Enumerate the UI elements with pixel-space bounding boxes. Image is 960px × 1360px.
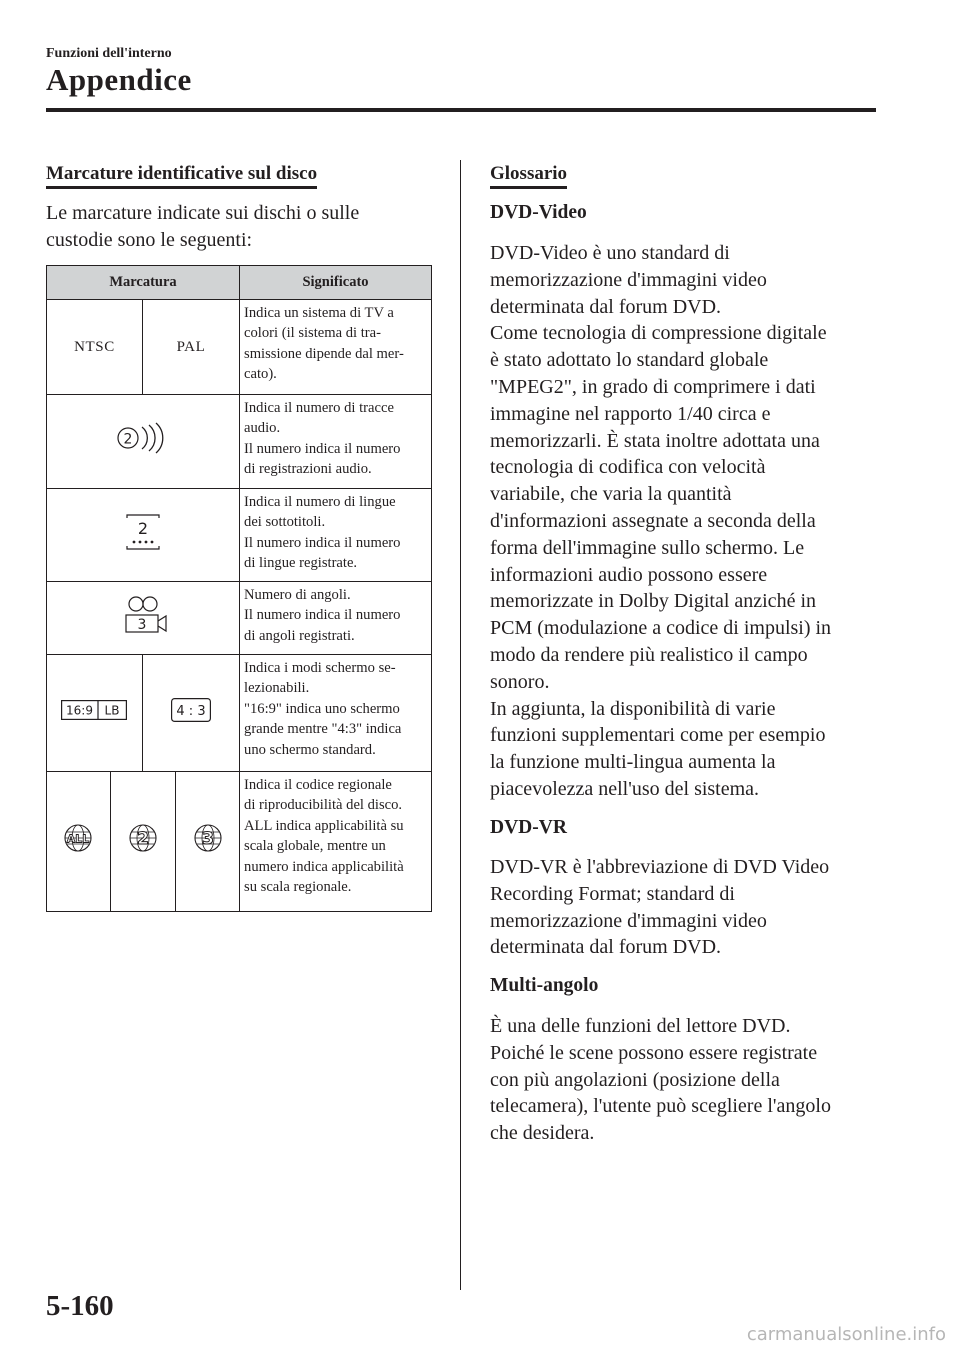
svg-text:3: 3: [137, 616, 147, 633]
footer-watermark: carmanualsonline.info: [746, 1324, 946, 1345]
desc-line: Indica il numero di tracce: [244, 400, 394, 416]
row-description: [240, 655, 432, 772]
glossary-heading: Glossario: [490, 163, 567, 189]
ntsc-label: NTSC: [47, 300, 143, 395]
table-row: [47, 772, 432, 912]
definition-multi-angolo: [490, 1013, 831, 1147]
row-description: [240, 300, 432, 395]
desc-line: di lingue registrate.: [244, 555, 358, 572]
camera-angle-icon: [47, 582, 240, 655]
definition-line: modo da rendere più realistico il campo: [490, 643, 808, 666]
definition-line: PCM (modulazione a codice di impulsi) in: [490, 617, 832, 640]
svg-text:16:9: 16:9: [66, 703, 94, 718]
desc-line: su scala regionale.: [244, 879, 352, 896]
table-row: [47, 582, 432, 655]
pal-label: PAL: [142, 300, 239, 395]
desc-line: ALL indica applicabilità su: [244, 817, 404, 834]
definition-line: determinata dal forum DVD.: [490, 936, 722, 959]
standard-screen-icon: [142, 655, 239, 772]
definition-line: Poiché le scene possono essere registrate: [490, 1041, 818, 1064]
svg-text:LB: LB: [105, 703, 120, 718]
definition-line: memorizzate in Dolby Digital anziché in: [490, 590, 816, 613]
definition-line: Come tecnologia di compressione digitale: [490, 322, 827, 345]
desc-line: cato).: [244, 366, 277, 383]
desc-line: scala globale, mentre un: [244, 838, 386, 855]
disc-markings-table: [46, 265, 432, 912]
svg-text:4 : 3: 4 : 3: [176, 703, 206, 719]
region-all-icon: [47, 772, 111, 912]
table-header-row: [47, 266, 432, 300]
definition-line: DVD-Video è uno standard di: [490, 242, 730, 264]
definition-line: informazioni audio possono essere: [490, 563, 768, 586]
page-number: 5-160: [46, 1290, 114, 1322]
desc-line: Il numero indica il numero: [244, 607, 401, 624]
table-row: [47, 300, 432, 395]
desc-line: Indica il numero di lingue: [244, 494, 396, 510]
column-divider: [460, 160, 461, 1290]
definition-line: funzioni supplementari come per esempio: [490, 724, 826, 747]
chapter-title: Appendice: [46, 62, 192, 97]
definition-dvd-vr: [490, 854, 829, 961]
svg-text:2: 2: [123, 431, 133, 448]
term-dvd-video: DVD-Video: [490, 202, 587, 223]
widescreen-icon: [47, 655, 143, 772]
desc-line: Indica i modi schermo se-: [244, 660, 396, 676]
column-header-meaning: Significato: [240, 266, 432, 300]
audio-tracks-icon: [47, 395, 240, 489]
definition-line: "MPEG2", in grado di comprimere i dati: [490, 375, 816, 398]
row-description: [240, 772, 432, 912]
markings-heading-wrap: [46, 163, 317, 189]
region-2-icon: [110, 772, 175, 912]
table-row: [47, 655, 432, 772]
desc-line: Indica un sistema di TV a: [244, 305, 394, 321]
header-rule: [46, 108, 876, 112]
definition-line: d'informazioni assegnate a seconda della: [490, 509, 816, 532]
definition-line: È una delle funzioni del lettore DVD.: [490, 1015, 791, 1037]
definition-line: sonoro.: [490, 670, 550, 693]
region-3-icon: [176, 772, 240, 912]
svg-text:ALL: ALL: [67, 832, 90, 846]
definition-line: determinata dal forum DVD.: [490, 295, 722, 318]
desc-line: grande mentre "4:3" indica: [244, 721, 402, 738]
intro-line: custodie sono le seguenti:: [46, 228, 253, 251]
row-description: [240, 489, 432, 582]
svg-text:3: 3: [201, 829, 214, 850]
subtitles-icon: [47, 489, 240, 582]
desc-line: di registrazioni audio.: [244, 461, 372, 478]
desc-line: dei sottotitoli.: [244, 514, 326, 531]
desc-line: audio.: [244, 420, 281, 437]
definition-line: memorizzarli. È stata inoltre adottata una: [490, 429, 820, 452]
definition-line: piacevolezza nell'uso del sistema.: [490, 777, 760, 800]
desc-line: Indica il codice regionale: [244, 777, 392, 793]
svg-text:2: 2: [137, 829, 149, 850]
desc-line: di riproducibilità del disco.: [244, 797, 403, 814]
table-row: [47, 395, 432, 489]
desc-line: uno schermo standard.: [244, 741, 376, 758]
definition-line: che desidera.: [490, 1122, 595, 1145]
row-description: [240, 395, 432, 489]
desc-line: lezionabili.: [244, 680, 310, 697]
definition-dvd-video: [490, 240, 831, 803]
definition-line: immagine nel rapporto 1/40 circa e: [490, 402, 771, 425]
definition-line: Recording Format; standard di: [490, 882, 735, 905]
column-header-marking: Marcatura: [47, 266, 240, 300]
section-title: Funzioni dell'interno: [46, 46, 172, 61]
definition-line: è stato adottato lo standard globale: [490, 349, 769, 372]
desc-line: smissione dipende dal mer-: [244, 345, 404, 362]
definition-line: memorizzazione d'immagini video: [490, 268, 767, 291]
term-dvd-vr: DVD-VR: [490, 817, 567, 838]
desc-line: numero indica applicabilità: [244, 858, 404, 875]
definition-line: DVD-VR è l'abbreviazione di DVD Video: [490, 856, 830, 878]
definition-line: telecamera), l'utente può scegliere l'angolo: [490, 1095, 831, 1118]
desc-line: Il numero indica il numero: [244, 534, 401, 551]
markings-intro: [46, 200, 359, 254]
definition-line: variabile, che varia la quantità: [490, 483, 732, 506]
markings-heading: Marcature identificative sul disco: [46, 163, 317, 189]
definition-line: forma dell'immagine sullo schermo. Le: [490, 536, 805, 559]
intro-line: Le marcature indicate sui dischi o sulle: [46, 202, 360, 224]
definition-line: la funzione multi-lingua aumenta la: [490, 751, 776, 774]
desc-line: colori (il sistema di tra-: [244, 325, 381, 342]
row-description: [240, 582, 432, 655]
table-row: [47, 489, 432, 582]
definition-line: con più angolazioni (posizione della: [490, 1068, 780, 1091]
definition-line: In aggiunta, la disponibilità di varie: [490, 697, 776, 720]
desc-line: "16:9" indica uno schermo: [244, 700, 400, 717]
desc-line: di angoli registrati.: [244, 627, 355, 644]
svg-text:2: 2: [137, 518, 149, 538]
glossary-heading-wrap: [490, 163, 567, 189]
desc-line: Il numero indica il numero: [244, 440, 401, 457]
term-multi-angolo: Multi-angolo: [490, 975, 599, 996]
definition-line: memorizzazione d'immagini video: [490, 909, 767, 932]
definition-line: tecnologia di codifica con velocità: [490, 456, 766, 479]
desc-line: Numero di angoli.: [244, 587, 351, 603]
